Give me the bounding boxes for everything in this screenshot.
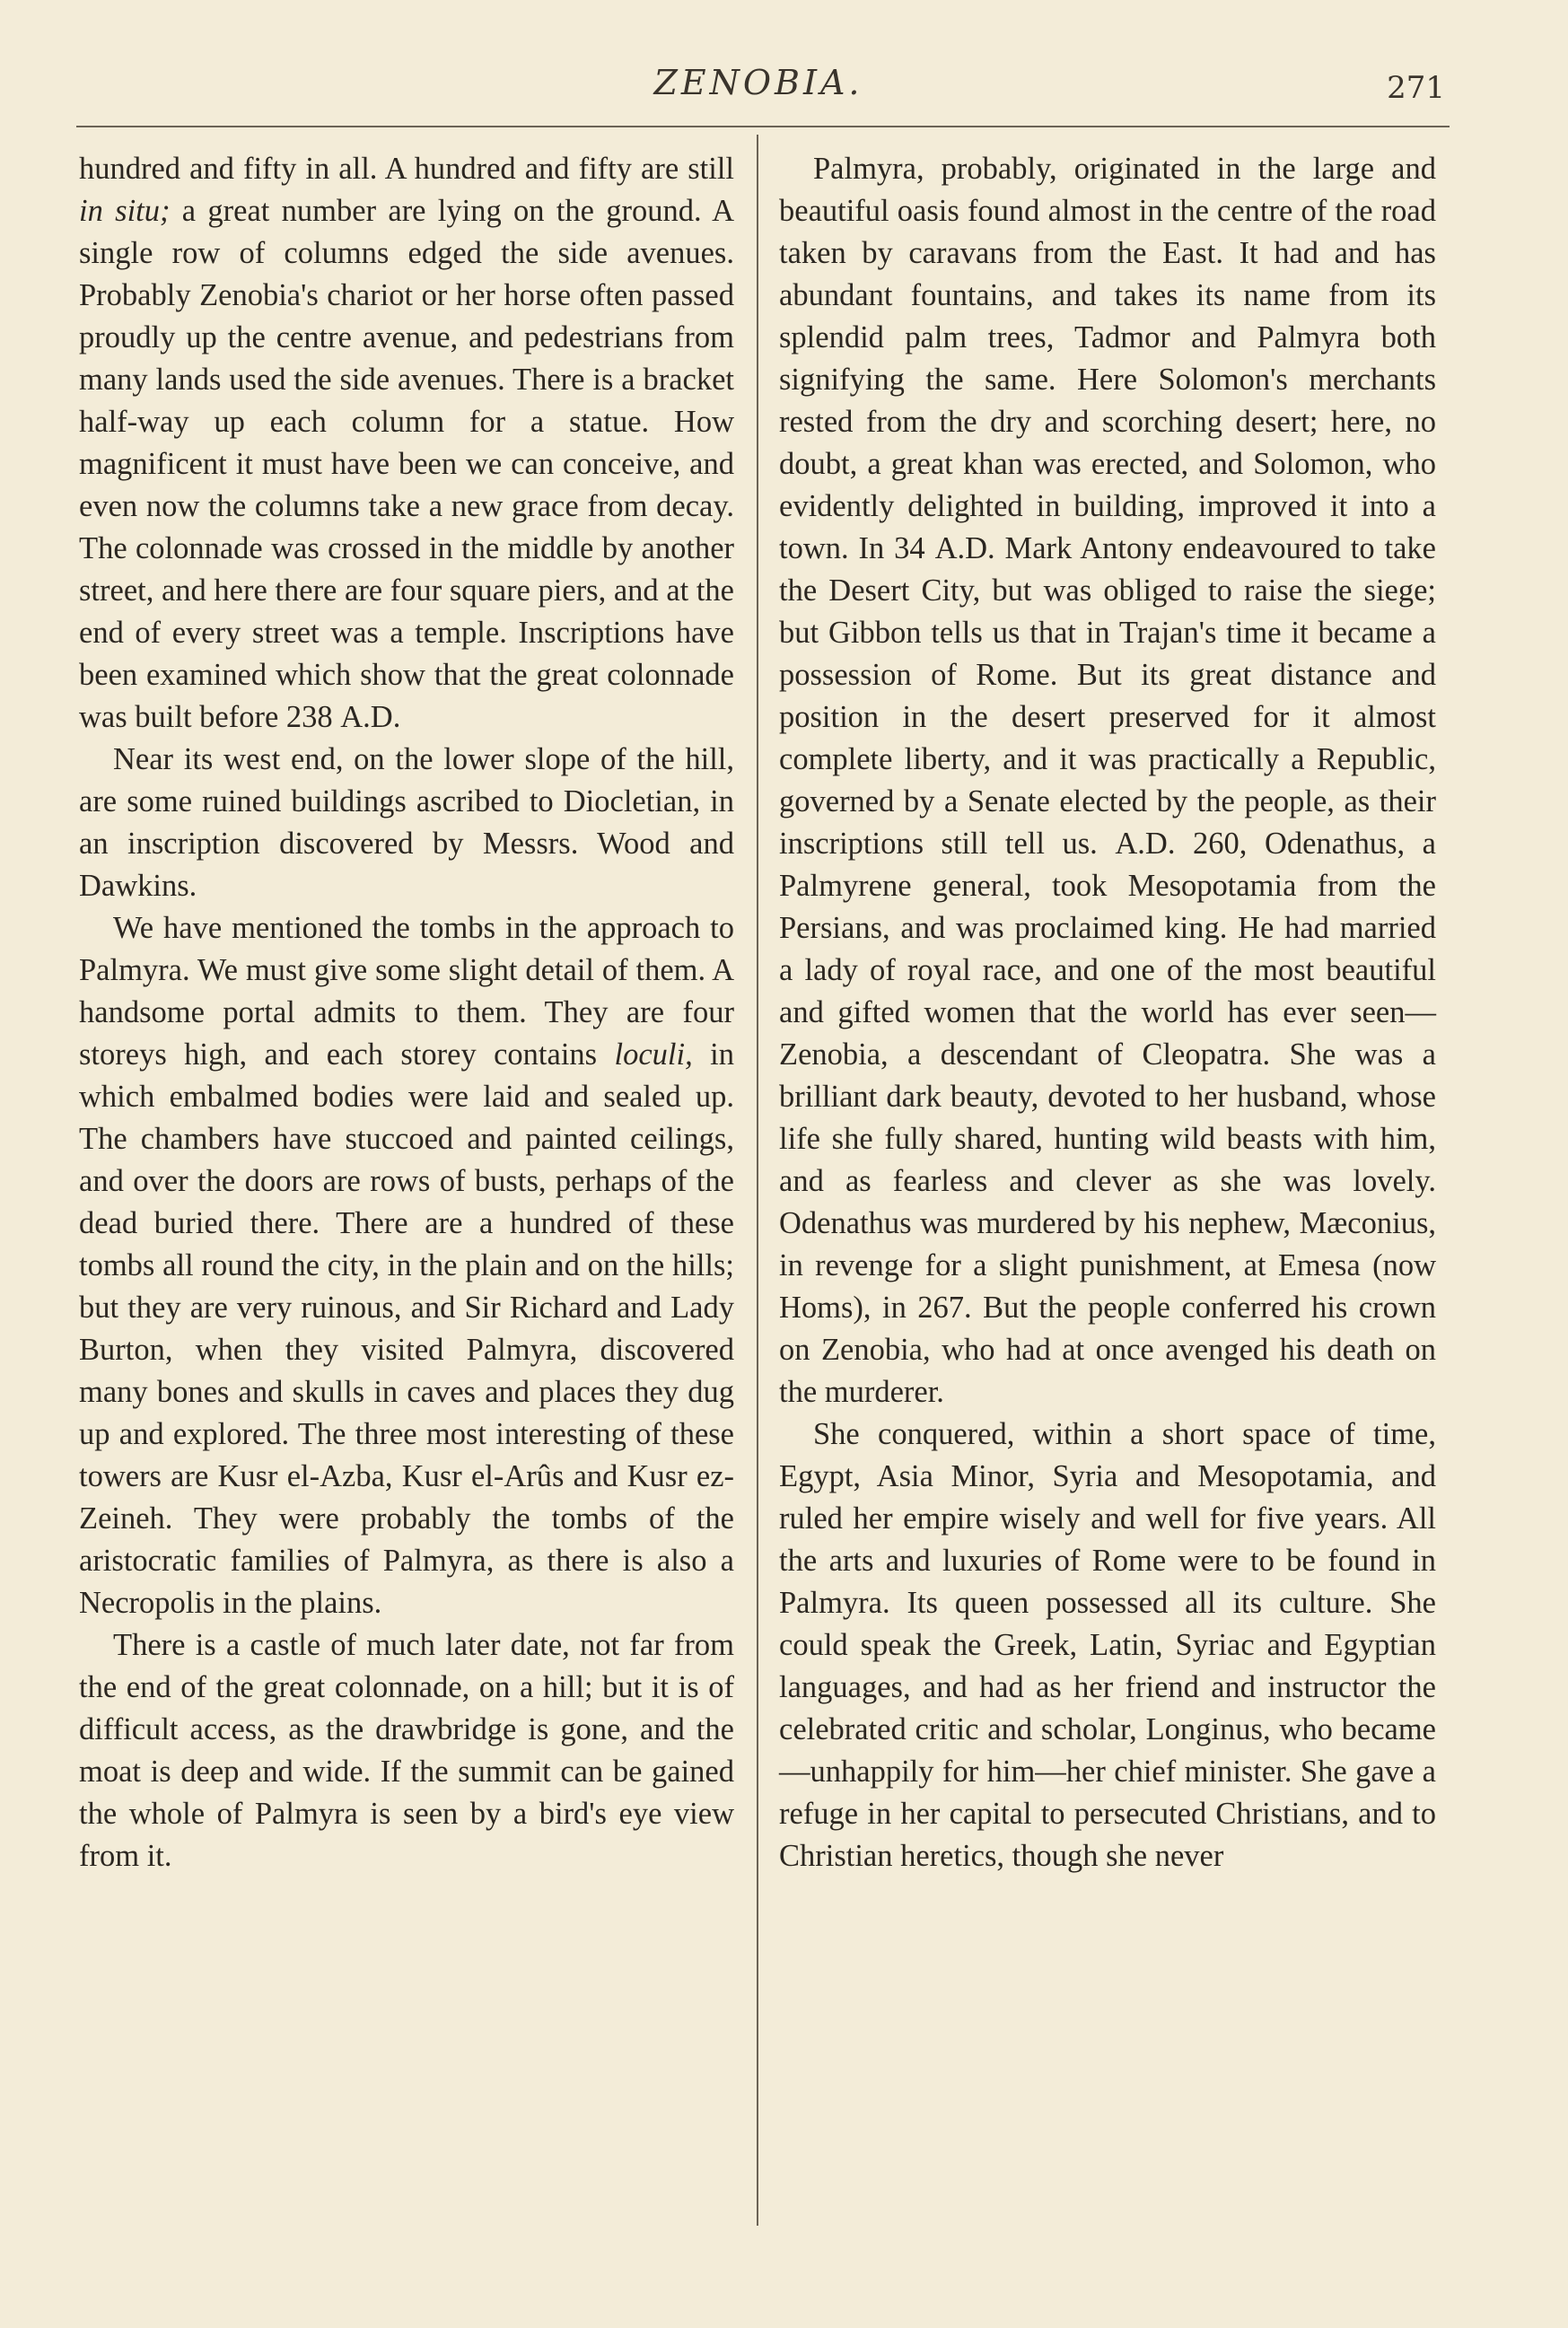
left-paragraph-3 — [79, 907, 734, 1624]
text-run: in which embalmed bodies were laid and sealed up. The chambers have stuccoed and painted ceilings, and over the doors are rows of busts, perhaps of the dead buried there. There are a hundred of these tombs all round the city, in the plain and on the hills; but they are very ruinous, and Sir Richard and Lady Burton, when they visited Palmyra, discovered many bones and skulls in caves and places they dug up and explored. The three most interesting of these towers are Kusr el-Azba, Kusr el-Arûs and Kusr ez-Zeineh. They were probably the tombs of the aristocratic families of Palmyra, as there is also a Necropolis in the plains. — [79, 1037, 734, 1620]
italic-text: in situ; — [79, 194, 171, 228]
right-paragraph-1 — [779, 148, 1436, 1413]
right-paragraph-2: She conquered, within a short space of time, Egypt, Asia Minor, Syria and Mesopotamia, and ruled her empire wisely and well for five years. All the arts and luxuries of Rome were to be found in Palmyra. Its queen possessed all its culture. She could speak the Greek, Latin, Syriac and Egyptian languages, and had as her friend and instructor the celebrated critic and scholar, Longinus, who became—unhappily for him—her chief minister. She gave a refuge in her capital to persecuted Christians, and to Christian heretics, though she never — [779, 1417, 1436, 1873]
left-paragraph-2: Near its west end, on the lower slope of the hill, are some ruined buildings ascribed to Diocletian, in an inscription discovered by Messrs. Wood and Dawkins. — [79, 742, 734, 903]
text-run: We have mentioned the tombs in the approach to Palmyra. We must give some slight detail of them. A handsome portal admits to them. They are four storeys high, and each storey contains — [79, 911, 734, 1072]
text-run: a great number are lying on the ground. A single row of columns edged the side avenues. Probably Zenobia's chariot or her horse often passed proudly up the centre avenue, and pedestrians from many lands used the side avenues. There is a bracket half-way up each column for a statue. How magnificent it must have been we can conceive, and even now the columns take a new grace from decay. The colonnade was crossed in the middle by another street, and here there are four square piers, and at the end of every street was a temple. Inscriptions have been examined which show that the great colonnade was built before 238 — [79, 194, 734, 734]
left-paragraph-1 — [79, 148, 734, 739]
era-abbreviation: A.D. — [934, 531, 995, 565]
text-run: Palmyra, probably, originated in the large and beautiful oasis found almost in the centre of the road taken by caravans from the East. It had and has abundant fountains, and takes its name from its splendid palm trees, Tadmor and Palmyra both signifying the same. Here Solomon's merchants rested from the dry and scorching desert; here, no doubt, a great khan was erected, and Solomon, who evidently delighted in building, improved it into a town. In 34 — [779, 152, 1436, 565]
left-column — [79, 148, 734, 1877]
era-abbreviation: A.D. — [340, 700, 401, 734]
right-column — [779, 148, 1436, 1877]
header-rule — [76, 126, 1450, 127]
column-divider — [757, 135, 758, 2226]
text-run: hundred and fifty in all. A hundred and fifty are still — [79, 152, 734, 186]
page-number: 271 — [1387, 70, 1445, 106]
running-title: ZENOBIA. — [653, 63, 863, 102]
italic-text: loculi, — [614, 1037, 693, 1072]
era-abbreviation: A.D. — [1115, 827, 1176, 861]
left-paragraph-4: There is a castle of much later date, not far from the end of the great colonnade, on a hill; but it is of difficult access, as the drawbridge is gone, and the moat is deep and wide. If the summit can be gained the whole of Palmyra is seen by a bird's eye view from it. — [79, 1628, 734, 1873]
text-run: 260, Odenathus, a Palmyrene general, took Mesopotamia from the Persians, and was proclaimed king. He had married a lady of royal race, and one of the most beautiful and gifted women that the world has ever seen—Zenobia, a descendant of Cleopatra. She was a brilliant dark beauty, devoted to her husband, whose life she fully shared, hunting wild beasts with him, and as fearless and clever as she was lovely. Odenathus was murdered by his nephew, Mæconius, in revenge for a slight punishment, at Emesa (now Homs), in 267. But the people conferred his crown on Zenobia, who had at once avenged his death on the murderer. — [779, 827, 1436, 1409]
page-header — [72, 63, 1445, 117]
text-run: Mark Antony endeavoured to take the Desert City, but was obliged to raise the siege; but Gibbon tells us that in Trajan's time it became a possession of Rome. But its great distance and position in the desert preserved for it almost complete liberty, and it was practically a Republic, governed by a Senate elected by the people, as their inscriptions still tell us. — [779, 531, 1436, 861]
